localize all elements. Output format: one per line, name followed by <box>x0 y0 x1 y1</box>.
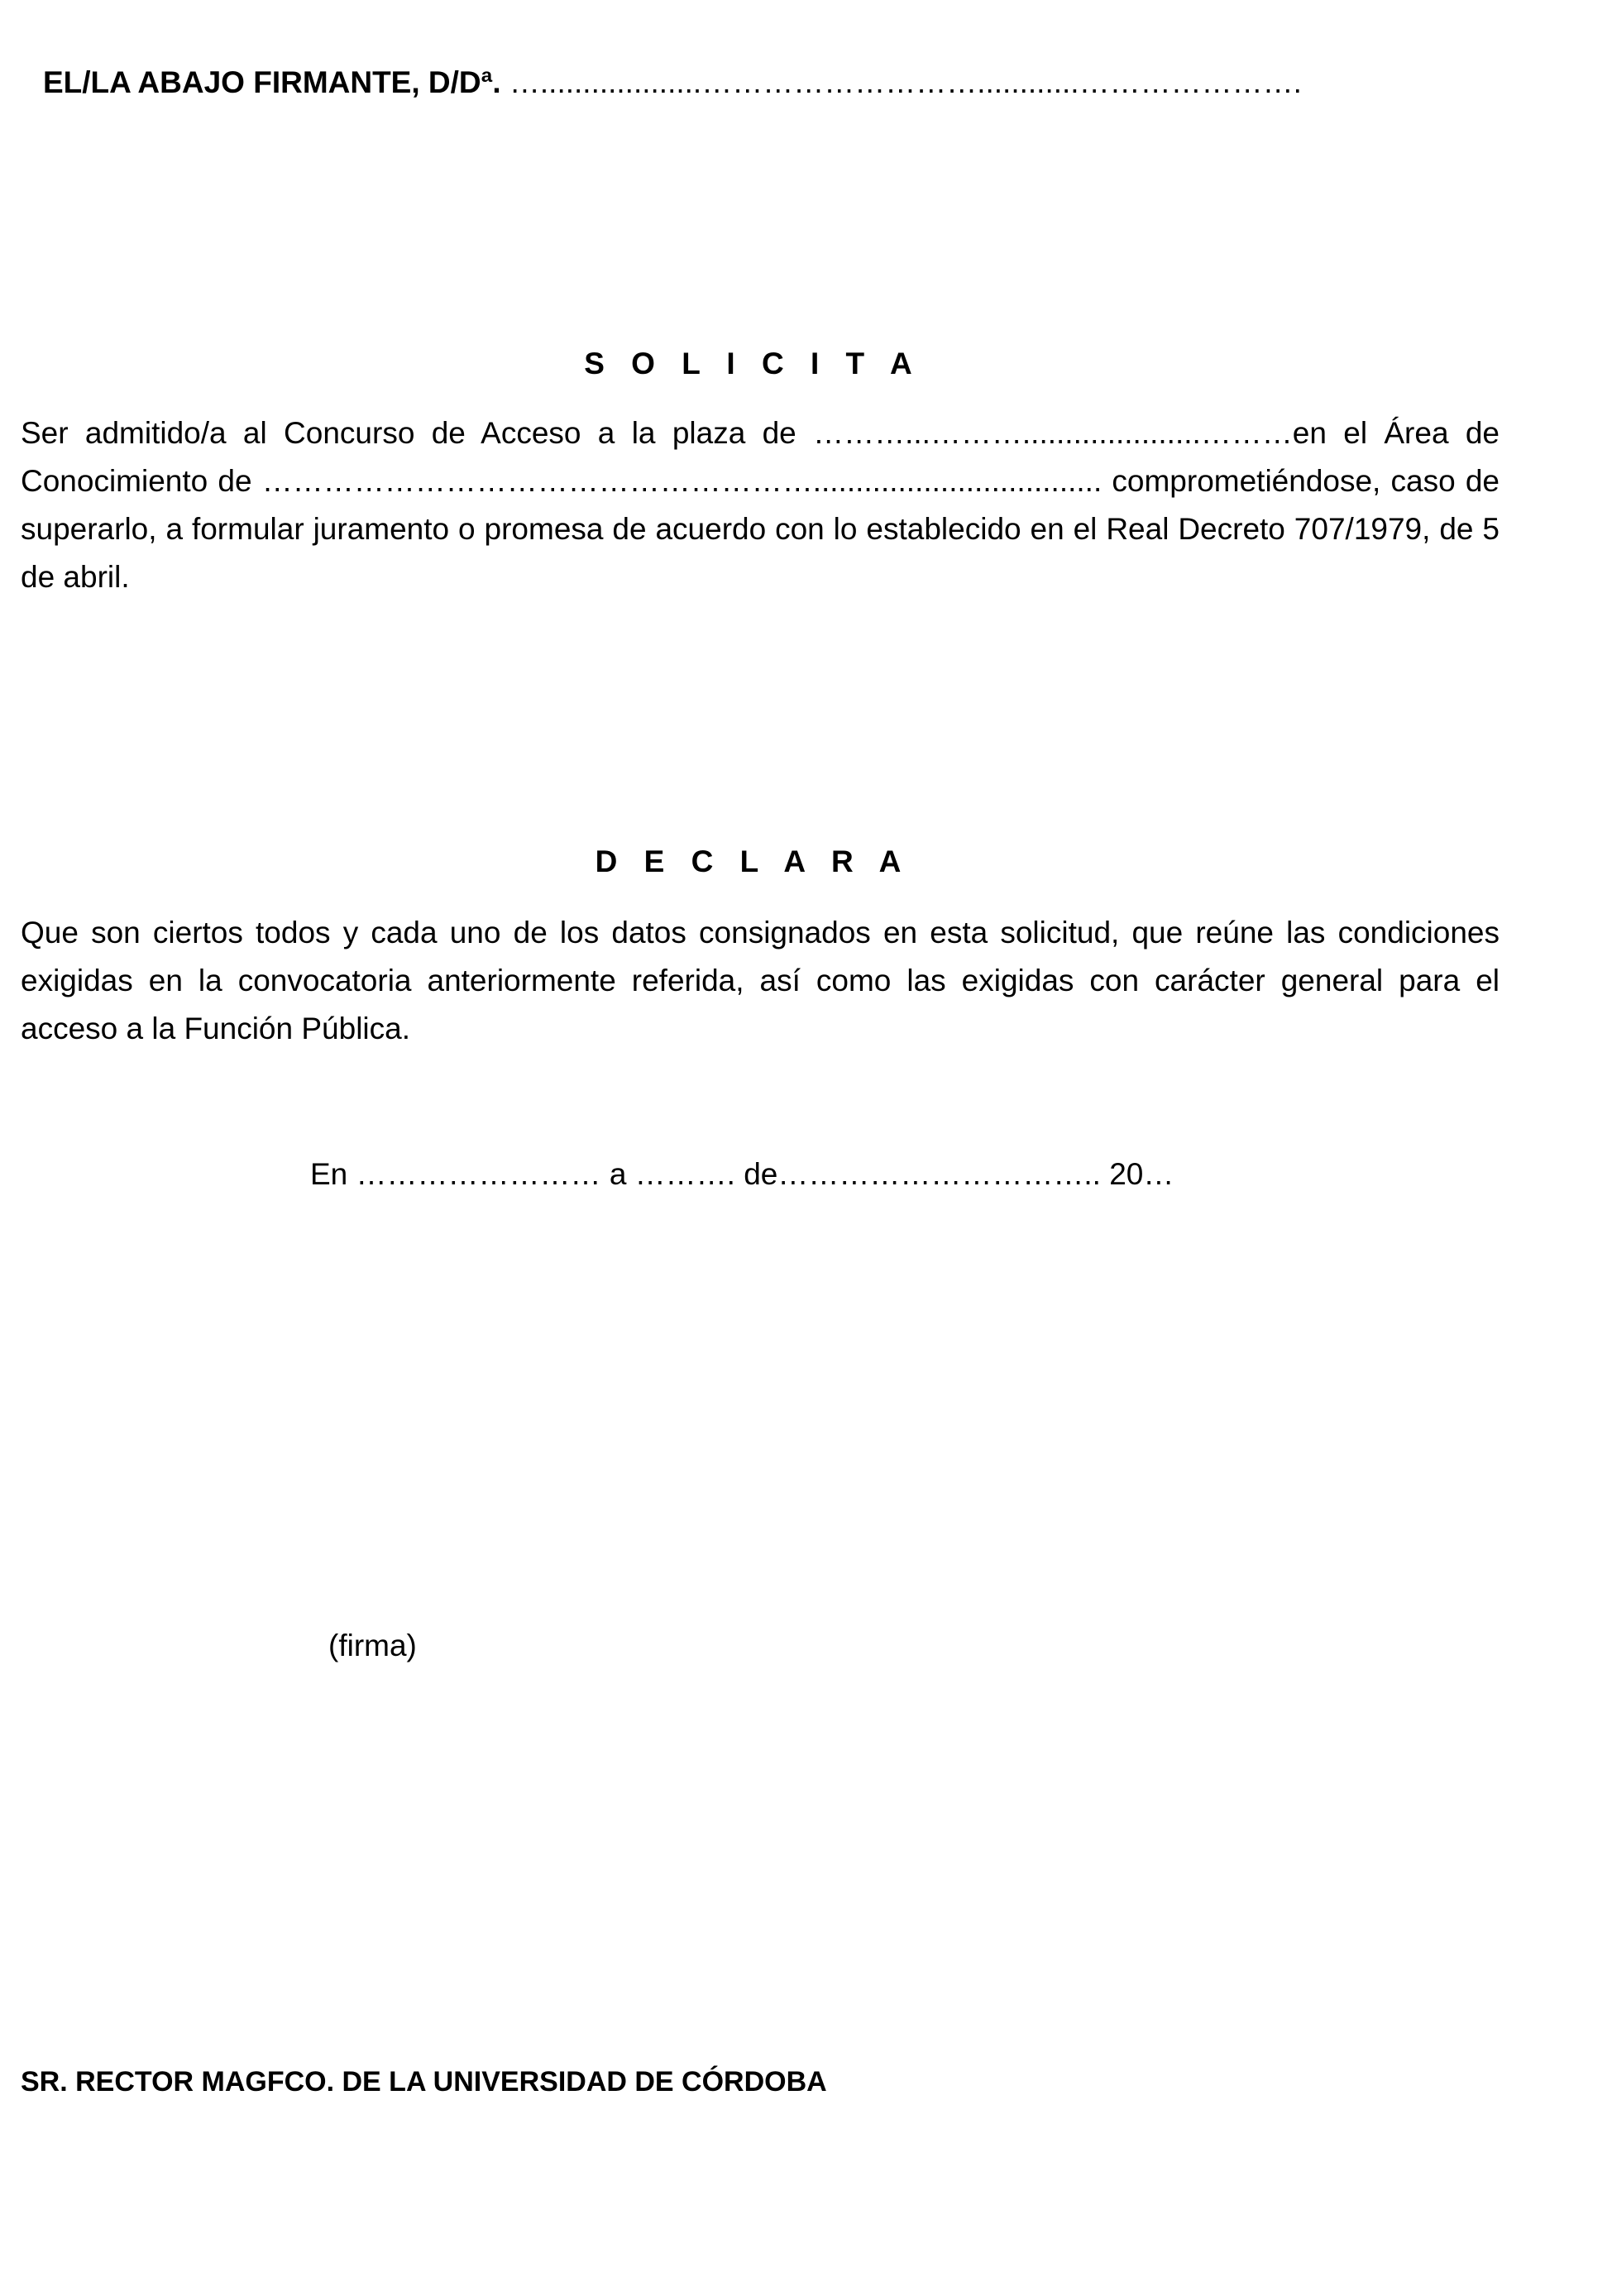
signer-label: EL/LA ABAJO FIRMANTE, D/Dª. <box>43 65 501 99</box>
solicita-heading: S O L I C I T A <box>584 347 921 380</box>
declara-heading: D E C L A R A <box>595 844 911 878</box>
declara-paragraph: Que son ciertos todos y cada uno de los datos consignados en esta solicitud, que reúne las condiciones exigidas en la convocatoria anteriormente referida, así como las exigidas con carácter general para el acceso a la Función Pública. <box>21 916 1500 1045</box>
place-date-line: En …………………… a ………. de………………………….. 20… <box>310 1157 1174 1191</box>
solicita-paragraph: Ser admitido/a al Concurso de Acceso a la plaza de ………...……….....................………en el Área de Conocimiento de ……………………………………………….................................. comprometiéndose, caso de superarlo, a formular juramento o promesa de acuerdo con lo establecido en el Real Decreto 707/1979, de 5 de abril. <box>21 416 1500 594</box>
addressee-line: SR. RECTOR MAGFCO. DE LA UNIVERSIDAD DE CÓRDOBA <box>21 2066 827 2097</box>
signer-name-blank: …...................………………………............…………………. <box>500 65 1302 99</box>
signature-label: (firma) <box>328 1629 417 1662</box>
signer-line <box>43 61 1532 104</box>
